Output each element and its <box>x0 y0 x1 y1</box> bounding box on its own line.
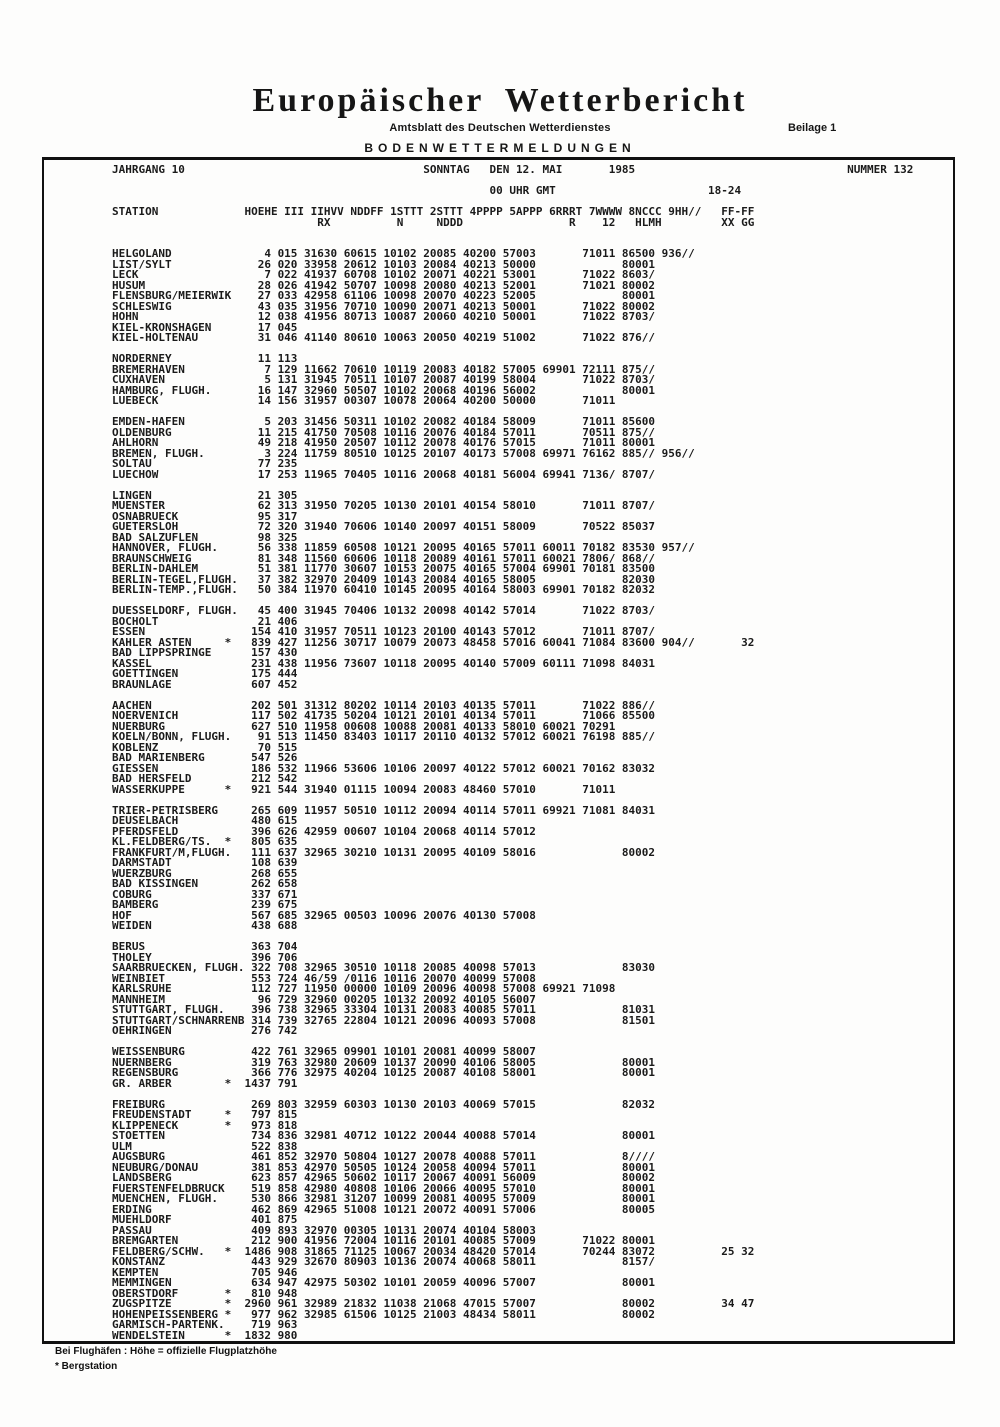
table-line: NUERBURG 627 510 11958 00608 10088 20081 40133 58010 60021 70291 <box>112 719 616 733</box>
table-line: AACHEN 202 501 31312 80202 10114 20103 40135 57011 71022 886// <box>112 698 656 712</box>
footnote-bergstation: * Bergstation <box>55 1361 118 1372</box>
table-line: PFERDSFELD 396 626 42959 00607 10104 20068 40114 57012 <box>112 824 536 838</box>
table-line: HUSUM 28 026 41942 50707 10098 20080 40213 52001 71021 80002 <box>112 278 656 292</box>
table-line: BRAUNLAGE 607 452 <box>112 677 298 691</box>
table-line: AHLHORN 49 218 41950 20507 10112 20078 40176 57015 71011 80001 <box>112 436 656 449</box>
table-line: FUERSTENFELDBRUCK 519 858 42980 40808 10106 20066 40095 57010 80001 <box>112 1181 656 1195</box>
table-line: OEHRINGEN 276 742 <box>112 1024 298 1037</box>
report-table-frame <box>42 157 955 1344</box>
table-line: KARLSRUHE 112 727 11950 00000 10109 20096 40098 57008 69921 71098 <box>112 982 616 995</box>
table-line: WENDELSTEIN * 1832 980 <box>112 1328 298 1342</box>
table-line: BERLIN-TEGEL,FLUGH. 37 382 32970 20409 10143 20084 40165 58005 82030 <box>112 572 656 586</box>
table-line: HAMBURG, FLUGH. 16 147 32960 50507 10102 20068 40196 56002 80001 <box>112 383 656 397</box>
table-line: JAHRGANG 10 SONNTAG DEN 12. MAI 1985 NUMMER 132 <box>112 163 914 176</box>
table-line: WEIDEN 438 688 <box>112 919 298 932</box>
table-line: TRIER-PETRISBERG 265 609 11957 50510 10112 20094 40114 57011 69921 71081 84031 <box>112 803 656 817</box>
table-spacer <box>112 228 913 239</box>
table-line: LIST/SYLT 26 020 33958 20612 10103 20084 40213 50000 80001 <box>112 257 656 271</box>
table-line: KONSTANZ 443 929 32670 80903 10136 20074 40068 58011 8157/ <box>112 1255 656 1268</box>
table-line: BERLIN-TEMP.,FLUGH. 50 384 11970 60410 10145 20095 40164 58003 69901 70182 82032 <box>112 583 656 596</box>
table-line: 00 UHR GMT 18-24 <box>112 184 742 197</box>
table-line: FRANKFURT/M,FLUGH. 111 637 32965 30210 10131 20095 40109 58016 80002 <box>112 845 656 859</box>
table-line: MANNHEIM 96 729 32960 00205 10132 20092 40105 56007 <box>112 992 536 1006</box>
table-line: LUEBECK 14 156 31957 00307 10078 20064 40200 50000 71011 <box>112 394 616 407</box>
table-line: BAD HERSFELD 212 542 <box>112 772 298 785</box>
table-line: HELGOLAND 4 015 31630 60615 10102 20085 40200 57003 71011 86500 936// <box>112 247 695 260</box>
section-heading: BODENWETTERMELDUNGEN <box>364 141 636 155</box>
table-line: LUECHOW 17 253 11965 70405 10116 20068 40181 56004 69941 7136/ 8707/ <box>112 467 656 481</box>
table-line: MUENSTER 62 313 31950 70205 10130 20101 40154 58010 71011 8707/ <box>112 499 656 512</box>
table-line: CUXHAVEN 5 131 31945 70511 10107 20087 40199 58004 71022 8703/ <box>112 373 656 386</box>
table-line: HOHENPEISSENBERG * 977 962 32985 61506 10125 21003 48434 58011 80002 <box>112 1307 656 1321</box>
table-line: WASSERKUPPE * 921 544 31940 01115 10094 20083 48460 57010 71011 <box>112 782 616 796</box>
table-line: AUGSBURG 461 852 32970 50804 10127 20078 40088 57011 8//// <box>112 1150 656 1163</box>
table-line: HOHN 12 038 41956 80713 10087 20060 40210 50001 71022 8703/ <box>112 310 656 323</box>
table-line: GOETTINGEN 175 444 <box>112 667 298 680</box>
table-line: BOCHOLT 21 406 <box>112 614 298 628</box>
footnote-airports: Bei Flughäfen : Höhe = offizielle Flugplatzhöhe <box>55 1346 277 1357</box>
table-line: FREIBURG 269 803 32959 60303 10130 20103 40069 57015 82032 <box>112 1097 656 1111</box>
table-line: BERUS 363 704 <box>112 940 298 953</box>
table-line: KOBLENZ 70 515 <box>112 740 298 754</box>
table-line: PASSAU 409 893 32970 00305 10131 20074 40104 58003 <box>112 1223 536 1237</box>
table-line: WEISSENBURG 422 761 32965 09901 10101 20081 40099 58007 <box>112 1045 536 1058</box>
table-line: HOF 567 685 32965 00503 10096 20076 40130 57008 <box>112 908 536 922</box>
table-line: SAARBRUECKEN, FLUGH. 322 708 32965 30510 10118 20085 40098 57013 83030 <box>112 961 656 974</box>
table-line: MUENCHEN, FLUGH. 530 866 32981 31207 10099 20081 40095 57009 80001 <box>112 1192 656 1205</box>
table-line: BAMBERG 239 675 <box>112 898 298 911</box>
table-line: BREMERHAVEN 7 129 11662 70610 10119 20083 40182 57005 69901 72111 875// <box>112 362 656 376</box>
table-line: BAD MARIENBERG 547 526 <box>112 751 298 764</box>
table-line: BAD KISSINGEN 262 658 <box>112 877 298 890</box>
table-line: BAD SALZUFLEN 98 325 <box>112 530 298 544</box>
table-line: LANDSBERG 623 857 42965 50602 10117 20067 40091 56009 80002 <box>112 1171 656 1184</box>
table-line: DUESSELDORF, FLUGH. 45 400 31945 70406 10132 20098 40142 57014 71022 8703/ <box>112 604 656 617</box>
table-line: OSNABRUECK 95 317 <box>112 509 298 523</box>
table-line: NORDERNEY 11 113 <box>112 352 298 365</box>
subtitle: Amtsblatt des Deutschen Wetterdienstes <box>389 122 611 134</box>
table-line: KLIPPENECK * 973 818 <box>112 1118 298 1132</box>
table-line: OLDENBURG 11 215 41750 70508 10116 20076 40184 57011 70511 875// <box>112 425 656 439</box>
beilage-label: Beilage 1 <box>788 122 837 134</box>
footnotes <box>55 1344 277 1374</box>
table-line: RX N NDDD R 12 HLMH XX GG <box>112 215 755 229</box>
table-line: KAHLER ASTEN * 839 427 11256 30717 10079 20073 48458 57016 60041 71084 83600 904// 32 <box>112 635 755 649</box>
table-line: BERLIN-DAHLEM 51 381 11770 30607 10153 20075 40165 57004 69901 70181 83500 <box>112 562 656 575</box>
table-line: GARMISCH-PARTENK. 719 963 <box>112 1318 298 1331</box>
table-line: MEMMINGEN 634 947 42975 50302 10101 20059 40096 57007 80001 <box>112 1276 656 1289</box>
table-line: SOLTAU 77 235 <box>112 457 298 470</box>
table-line: ZUGSPITZE * 2960 961 32989 21832 11038 21068 47015 57007 80002 34 47 <box>112 1297 755 1310</box>
station-table <box>112 165 913 1341</box>
table-line: BAD LIPPSPRINGE 157 430 <box>112 646 298 659</box>
table-line: STUTTGART/SCHNARRENB 314 739 32765 22804 10121 20096 40093 57008 81501 <box>112 1013 656 1027</box>
table-line: GR. ARBER * 1437 791 <box>112 1076 298 1090</box>
table-line: NUERNBERG 319 763 32980 20609 10137 20090 40106 58005 80001 <box>112 1055 656 1069</box>
table-line: WUERZBURG 268 655 <box>112 866 298 880</box>
table-line: HANNOVER, FLUGH. 56 338 11859 60508 10121 20095 40165 57011 60011 70182 83530 957// <box>112 541 695 554</box>
table-line: COBURG 337 671 <box>112 887 298 901</box>
page-title: Europäischer Wetterbericht <box>252 82 748 119</box>
table-line: FELDBERG/SCHW. * 1486 908 31865 71125 10067 20034 48420 57014 70244 83072 25 32 <box>112 1244 755 1258</box>
table-line: GUETERSLOH 72 320 31940 70606 10140 20097 40151 58009 70522 85037 <box>112 520 656 533</box>
table-line: BREMGARTEN 212 900 41956 72004 10116 20101 40085 57009 71022 80001 <box>112 1234 656 1247</box>
table-line: STOETTEN 734 836 32981 40712 10122 20044 40088 57014 80001 <box>112 1129 656 1142</box>
table-line: NOERVENICH 117 502 41735 50204 10121 20101 40134 57011 71066 85500 <box>112 709 656 722</box>
table-line: OBERSTDORF * 810 948 <box>112 1286 298 1300</box>
table-line: ESSEN 154 410 31957 70511 10123 20100 40143 57012 71011 8707/ <box>112 625 656 638</box>
table-line: KASSEL 231 438 11956 73607 10118 20095 40140 57009 60111 71098 84031 <box>112 656 656 670</box>
table-line: KOELN/BONN, FLUGH. 91 513 11450 83403 10117 20110 40132 57012 60021 76198 885// <box>112 730 656 743</box>
table-line: ERDING 462 869 42965 51008 10121 20072 40091 57006 80005 <box>112 1202 656 1216</box>
table-line: EMDEN-HAFEN 5 203 31456 50311 10102 20082 40184 58009 71011 85600 <box>112 415 656 428</box>
table-line: WEINBIET 553 724 46/59 /0116 10116 20070 40099 57008 <box>112 971 536 985</box>
table-line: MUEHLDORF 401 875 <box>112 1213 298 1226</box>
table-line: THOLEY 396 706 <box>112 950 298 964</box>
table-line: STUTTGART, FLUGH. 396 738 32965 33304 10131 20083 40085 57011 81031 <box>112 1003 656 1016</box>
table-line: ULM 522 838 <box>112 1139 298 1153</box>
table-line: DARMSTADT 108 639 <box>112 856 298 869</box>
table-line: KL.FELDBERG/TS. * 805 635 <box>112 835 298 848</box>
table-line: REGENSBURG 366 776 32975 40204 10125 20087 40108 58001 80001 <box>112 1066 656 1079</box>
table-line: DEUSELBACH 480 615 <box>112 814 298 827</box>
table-line: NEUBURG/DONAU 381 853 42970 50505 10124 20058 40094 57011 80001 <box>112 1160 656 1174</box>
table-line: STATION HOEHE III IIHVV NDDFF 1STTT 2STTT 4PPPP 5APPP 6RRRT 7WWWW 8NCCC 9HH// FF-FF <box>112 205 755 218</box>
table-line: BRAUNSCHWEIG 81 348 11560 60606 10118 20089 40161 57011 60021 7806/ 868// <box>112 551 656 565</box>
table-line: GIESSEN 186 532 11966 53606 10106 20097 40122 57012 60021 70162 83032 <box>112 761 656 775</box>
table-line: KIEL-KRONSHAGEN 17 045 <box>112 320 298 334</box>
table-line: KIEL-HOLTENAU 31 046 41140 80610 10063 20050 40219 51002 71022 876// <box>112 331 656 344</box>
table-line: SCHLESWIG 43 035 31956 70710 10090 20071 40213 50001 71022 80002 <box>112 299 656 313</box>
table-line: BREMEN, FLUGH. 3 224 11759 80510 10125 20107 40173 57008 69971 76162 885// 956// <box>112 446 695 460</box>
table-line: LECK 7 022 41937 60708 10102 20071 40221 53001 71022 8603/ <box>112 268 656 281</box>
table-line: KEMPTEN 705 946 <box>112 1265 298 1279</box>
table-line: FLENSBURG/MEIERWIK 27 033 42958 61106 10098 20070 40223 52005 80001 <box>112 289 656 302</box>
table-line: LINGEN 21 305 <box>112 488 298 502</box>
table-line: FREUDENSTADT * 797 815 <box>112 1108 298 1121</box>
